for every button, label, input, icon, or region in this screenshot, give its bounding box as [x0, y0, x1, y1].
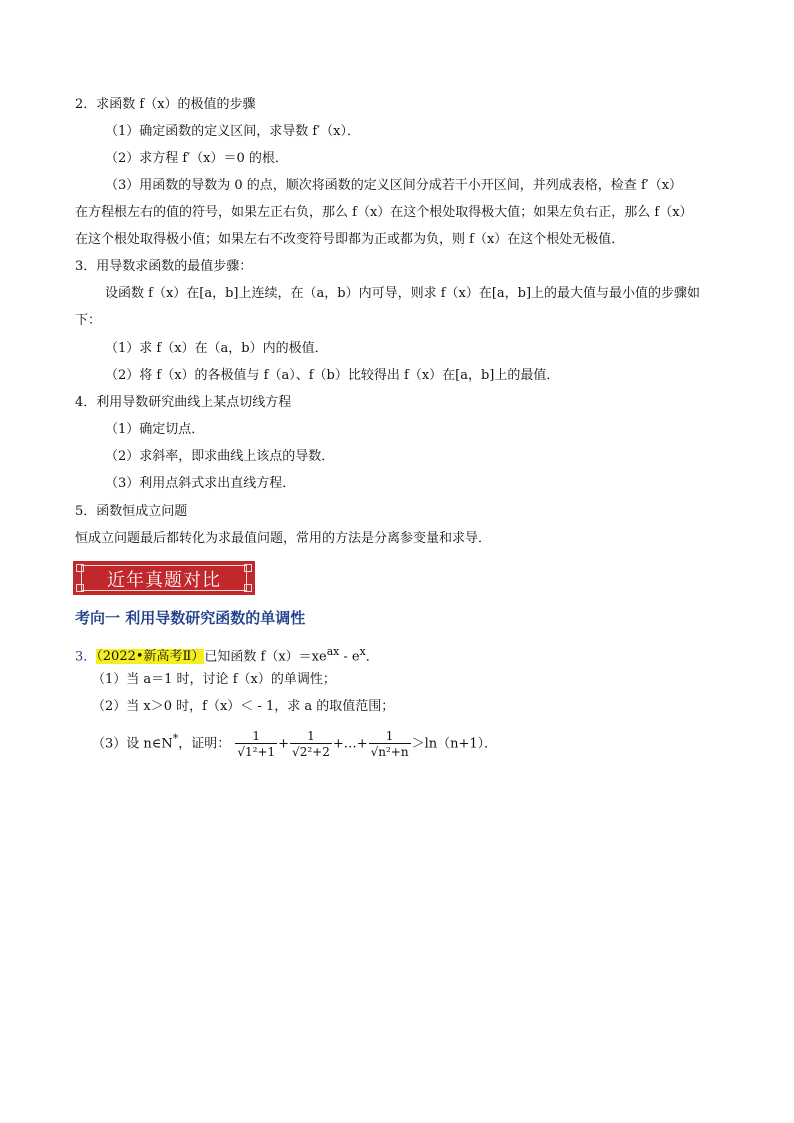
sum-dots: +…+ — [332, 736, 368, 752]
fraction-2-denominator: √2²+2 — [292, 744, 330, 759]
step-2: （2）求方程 f′（x）＝0 的根． — [105, 151, 288, 166]
tangent-step-3: （3）利用点斜式求出直线方程． — [105, 476, 296, 491]
stem-exponent: ax — [326, 645, 340, 658]
step-3-cont-1: 在方程根左右的值的符号，如果左正右负，那么 f（x）在这个根处取得极大值；如果左负右正，那么 f（x） — [75, 205, 693, 220]
part-3-mid: ，证明： — [178, 736, 231, 752]
fraction-3-denominator: √n²+n — [370, 744, 409, 759]
tangent-step-1: （1）确定切点． — [105, 422, 205, 437]
step-1: （1）确定函数的定义区间，求导数 f′（x）． — [105, 124, 360, 139]
problem-number: 3． — [75, 649, 97, 665]
problem-stem — [75, 643, 379, 666]
stem-tail: - e — [339, 649, 360, 665]
part-3-prefix: （3）设 n∈N — [92, 736, 173, 752]
topic-heading: 考向一 利用导数研究函数的单调性 — [75, 609, 306, 627]
section-2-title: 2．求函数 f（x）的极值的步骤 — [75, 97, 256, 112]
section-banner — [73, 561, 255, 595]
fraction-1-numerator: 1 — [252, 728, 261, 743]
step-3: （3）用函数的导数为 0 的点，顺次将函数的定义区间分成若干小开区间，并列成表格，检查 f′（x） — [105, 178, 683, 193]
section-5-body: 恒成立问题最后都转化为求最值问题，常用的方法是分离参变量和求导． — [75, 531, 492, 546]
fraction-1-denominator: √1²+1 — [237, 744, 276, 759]
step-3-cont-2: 在这个根处取得极小值；如果左右不改变符号即都为正或都为负，则 f（x）在这个根处无极值． — [75, 232, 625, 247]
stem-tail-exponent: x — [359, 645, 366, 658]
section-4-title: 4．利用导数研究曲线上某点切线方程 — [75, 395, 292, 410]
fraction-3-numerator: 1 — [385, 728, 394, 743]
fraction-1 — [235, 729, 277, 759]
problem-part-2: （2）当 x＞0 时，f（x）＜ - 1，求 a 的取值范围； — [92, 699, 395, 714]
fraction-3 — [369, 729, 411, 759]
banner-text: 近年真题对比 — [107, 570, 221, 591]
fraction-2 — [290, 729, 332, 759]
fraction-2-numerator: 1 — [307, 728, 315, 743]
section-3-title: 3．用导数求函数的最值步骤： — [75, 259, 253, 274]
max-step-1: （1）求 f（x）在（a，b）内的极值． — [105, 341, 328, 356]
problem-source: （2022•新高考Ⅱ） — [96, 649, 205, 665]
problem-part-1: （1）当 a＝1 时，讨论 f（x）的单调性； — [92, 672, 336, 687]
part-3-suffix: ＞ln（n+1）． — [411, 736, 498, 752]
problem-part-3: （3）设 n∈N*，证明： $\frac{1}{\text{√1²+1}}$ + $\frac{1}{\text{√2²+2}}$ +…+ $\frac{1}{\text{√n²+n}}$ ＞ln（n+1）． — [92, 728, 498, 759]
section-3-intro-cont: 下： — [75, 313, 102, 328]
section-5-title: 5．函数恒成立问题 — [75, 504, 188, 519]
section-3-intro: 设函数 f（x）在[a，b]上连续，在（a，b）内可导，则求 f（x）在[a，b]上的最大值与最小值的步骤如 — [105, 286, 701, 301]
problem-stem-text: 已知函数 f（x）＝xe — [204, 649, 327, 665]
part-3-star: * — [172, 732, 179, 745]
tangent-step-2: （2）求斜率，即求曲线上该点的导数． — [105, 449, 335, 464]
stem-end: ． — [365, 649, 379, 665]
max-step-2: （2）将 f（x）的各极值与 f（a）、f（b）比较得出 f（x）在[a，b]上的最值． — [105, 368, 560, 383]
